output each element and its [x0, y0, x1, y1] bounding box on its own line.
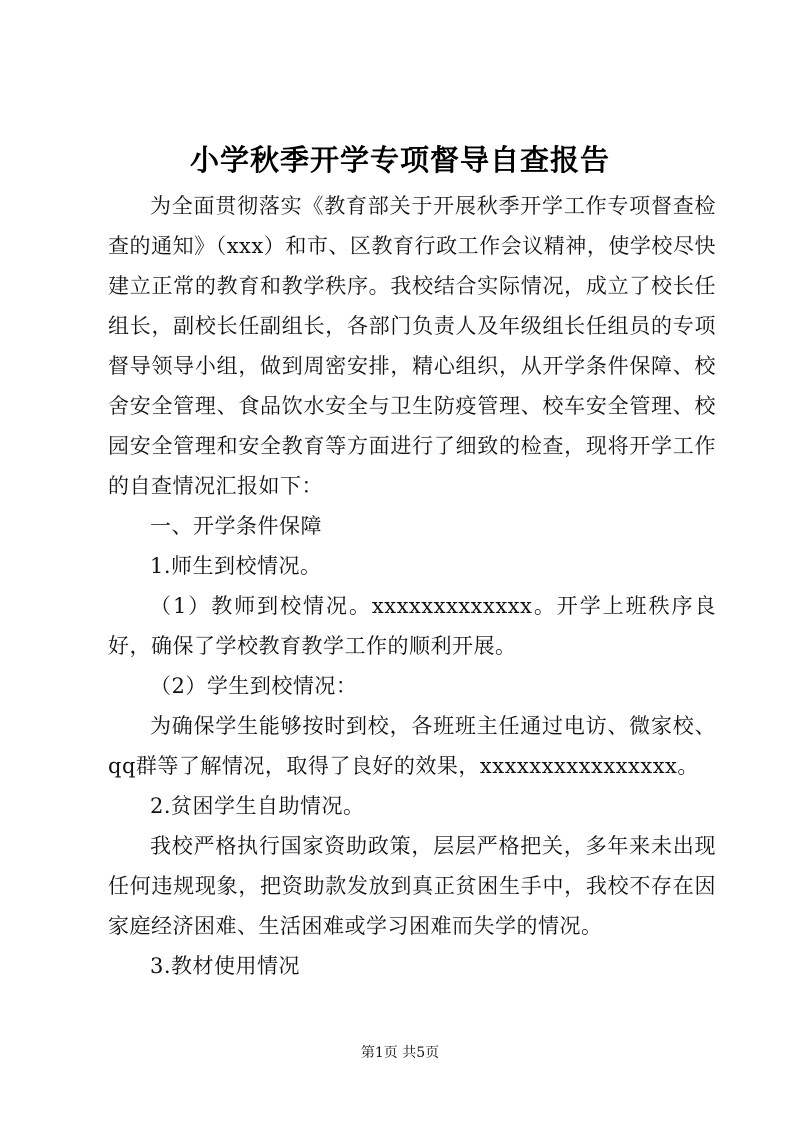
document-title: 小学秋季开学专项督导自查报告 — [189, 143, 610, 177]
teacher-arrival-paragraph: （1）教师到校情况。xxxxxxxxxxxxx。开学上班秩序良好，确保了学校教育教学工作的顺利开展。 — [108, 594, 716, 658]
subsection-heading-3: 3.教材使用情况 — [150, 954, 301, 978]
subsection-heading-1: 1.师生到校情况。 — [150, 554, 322, 578]
aid-paragraph: 我校严格执行国家资助政策，层层严格把关，多年来未出现任何违规现象，把资助款发放到真正贫困生手中，我校不存在因家庭经济困难、生活困难或学习困难而失学的情况。 — [108, 834, 716, 938]
section-heading-1: 一、开学条件保障 — [150, 514, 322, 538]
intro-paragraph: 为全面贯彻落实《教育部关于开展秋季开学工作专项督查检查的通知》（xxx）和市、区教育行政工作会议精神，使学校尽快建立正常的教育和教学秩序。我校结合实际情况，成立了校长任组长，副校长任副组长，各部门负责人及年级组长任组员的专项督导领导小组，做到周密安排，精心组织，从开学条件保障、校舍安全管理、食品饮水安全与卫生防疫管理、校车安全管理、校园安全管理和安全教育等方面进行了细致的检查，现将开学工作的自查情况汇报如下： — [108, 194, 716, 498]
student-arrival-heading: （2）学生到校情况： — [150, 674, 358, 698]
student-arrival-paragraph: 为确保学生能够按时到校，各班班主任通过电访、微家校、qq群等了解情况，取得了良好的效果，xxxxxxxxxxxxxxxx。 — [108, 714, 716, 778]
subsection-heading-2: 2.贫困学生自助情况。 — [150, 794, 365, 818]
page-number-footer: 第1页 共5页 — [360, 1045, 440, 1061]
document-body — [108, 186, 716, 986]
